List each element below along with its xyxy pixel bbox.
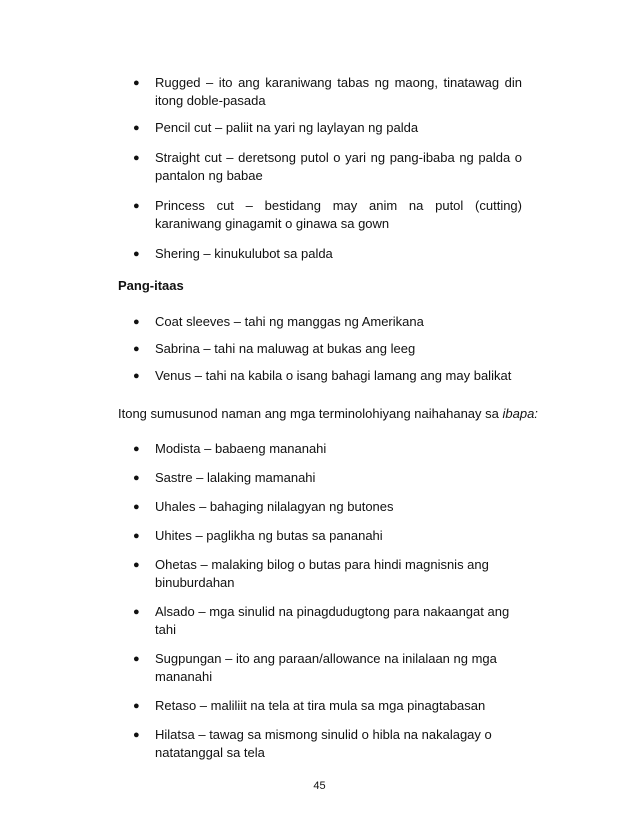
list-item [118,697,518,715]
list-item [118,527,518,545]
bullet-icon: ● [133,316,140,328]
list-item [118,149,522,185]
list-item [118,313,538,331]
list-item-text: Pencil cut – paliit na yari ng laylayan ng palda [155,120,419,135]
upper-garment-list [118,313,538,395]
list-item-text: Alsado – mga sinulid na pinagdudugtong para nakaangat ang tahi [155,604,510,637]
list-item-text: Uhales – bahaging nilalagyan ng butones [155,499,394,514]
list-item-text: Princess cut – bestidang may anim na putol (cutting) karaniwang ginagamit o ginawa sa gown [155,198,522,231]
bullet-icon: ● [133,77,140,89]
bullet-icon: ● [133,700,140,712]
section-heading: Pang-itaas [118,278,184,293]
bullet-icon: ● [133,530,140,542]
terminology-list [118,440,518,772]
page-number: 45 [313,780,326,792]
bullet-icon: ● [133,501,140,513]
bullet-icon: ● [133,343,140,355]
list-item-text: Sugpungan – ito ang paraan/allowance na inilalaan ng mga mananahi [155,651,497,684]
list-item [118,197,522,233]
bullet-icon: ● [133,152,140,164]
bullet-icon: ● [133,729,140,741]
bullet-icon: ● [133,653,140,665]
list-item-text: Coat sleeves – tahi ng manggas ng Amerikana [155,314,424,329]
list-item-text: Sastre – lalaking mamanahi [155,470,316,485]
bullet-icon: ● [133,370,140,382]
bullet-icon: ● [133,122,140,134]
list-item-text: Hilatsa – tawag sa mismong sinulid o hibla na nakalagay o natatanggal sa tela [155,727,492,760]
list-item [118,469,518,487]
intro-emphasis: ibapa: [502,406,538,421]
list-item [118,498,518,516]
list-item [118,440,518,458]
bullet-icon: ● [133,559,140,571]
list-item [118,119,522,137]
list-item-text: Modista – babaeng mananahi [155,441,327,456]
bullet-icon: ● [133,443,140,455]
bullet-icon: ● [133,248,140,260]
list-item-text: Venus – tahi na kabila o isang bahagi lamang ang may balikat [155,368,512,383]
list-item-text: Shering – kinukulubot sa palda [155,246,333,261]
list-item [118,245,522,263]
list-item-text: Straight cut – deretsong putol o yari ng pang-ibaba ng palda o pantalon ng babae [155,150,522,183]
list-item-text: Uhites – paglikha ng butas sa pananahi [155,528,383,543]
list-item-text: Retaso – maliliit na tela at tira mula sa mga pinagtabasan [155,698,486,713]
list-item [118,726,518,762]
list-item [118,556,518,592]
intro-paragraph [118,405,558,423]
list-item [118,340,538,358]
bullet-icon: ● [133,606,140,618]
list-item-text: Sabrina – tahi na maluwag at bukas ang leeg [155,341,416,356]
list-item [118,367,538,385]
list-item [118,74,522,110]
list-item-text: Rugged – ito ang karaniwang tabas ng maong, tinatawag din itong doble-pasada [155,75,522,108]
cut-styles-list [118,74,522,273]
list-item [118,650,518,686]
intro-text: Itong sumusunod naman ang mga terminolohiyang naihahanay sa [118,406,503,421]
list-item-text: Ohetas – malaking bilog o butas para hindi magnisnis ang binuburdahan [155,557,489,590]
bullet-icon: ● [133,472,140,484]
list-item [118,603,518,639]
bullet-icon: ● [133,200,140,212]
